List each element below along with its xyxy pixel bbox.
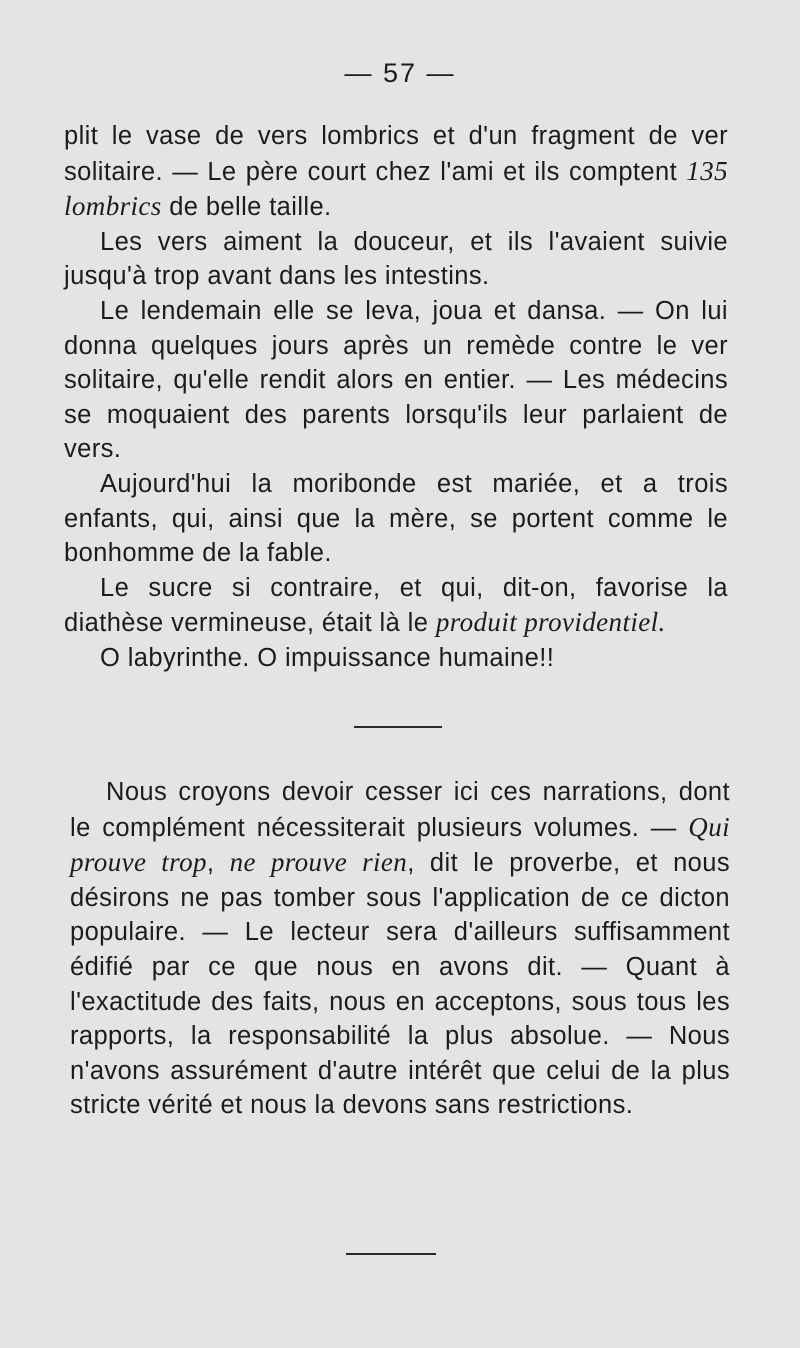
page-number: — 57 — xyxy=(344,58,456,88)
text-run: Le sucre si contraire, et qui, dit-on, favorise la diathèse vermineuse, était là le xyxy=(64,573,728,638)
paragraph: O labyrinthe. O impuissance humaine!! xyxy=(100,643,555,672)
text-run: , dit le proverbe, et nous désirons ne pas tomber sous l'application de ce dicton populaire. — Le lecteur sera d'ailleurs suffisamment édifié par ce que nous en avons dit. — Quant à l'exactitude des faits, nous en acceptons, sous tous les rapports, la responsabilité la plus absolue. — Nous n'avons assurément d'autre intérêt que celui de la plus stricte vérité et nous la devons sans restrictions. xyxy=(70,849,730,1120)
italic-text: produit providentiel. xyxy=(435,607,666,638)
closing-section xyxy=(70,775,730,1123)
italic-text: Qui prouve trop xyxy=(70,811,730,878)
text-run: , xyxy=(206,849,230,878)
paragraph: Les vers aiment la douceur, et ils l'avaient suivie jusqu'à trop avant dans les intestins. xyxy=(64,227,728,291)
section-divider xyxy=(354,726,442,728)
narrative-section xyxy=(64,119,728,676)
paragraph: Aujourd'hui la moribonde est mariée, et a trois enfants, qui, ainsi que la mère, se portent comme le bonhomme de la fable. xyxy=(64,469,728,568)
italic-text: 135 lombrics xyxy=(64,155,728,222)
paragraph xyxy=(64,571,728,641)
paragraph xyxy=(70,775,730,1123)
italic-text: ne prouve rien xyxy=(229,847,408,878)
text-run: de belle taille. xyxy=(161,193,332,222)
text-run: plit le vase de vers lombrics et d'un fragment de ver solitaire. — Le père court chez l'ami et ils comptent xyxy=(64,122,728,186)
paragraph-continuation xyxy=(64,119,728,225)
end-divider xyxy=(346,1253,436,1255)
text-run: Nous croyons devoir cesser ici ces narrations, dont le complément nécessiterait plusieurs volumes. — xyxy=(70,778,730,842)
paragraph: Le lendemain elle se leva, joua et dansa. — On lui donna quelques jours après un remède contre le ver solitaire, qu'elle rendit alors en entier. — Les médecins se moquaient des parents lorsqu'ils leur parlaient de vers. xyxy=(64,296,728,464)
